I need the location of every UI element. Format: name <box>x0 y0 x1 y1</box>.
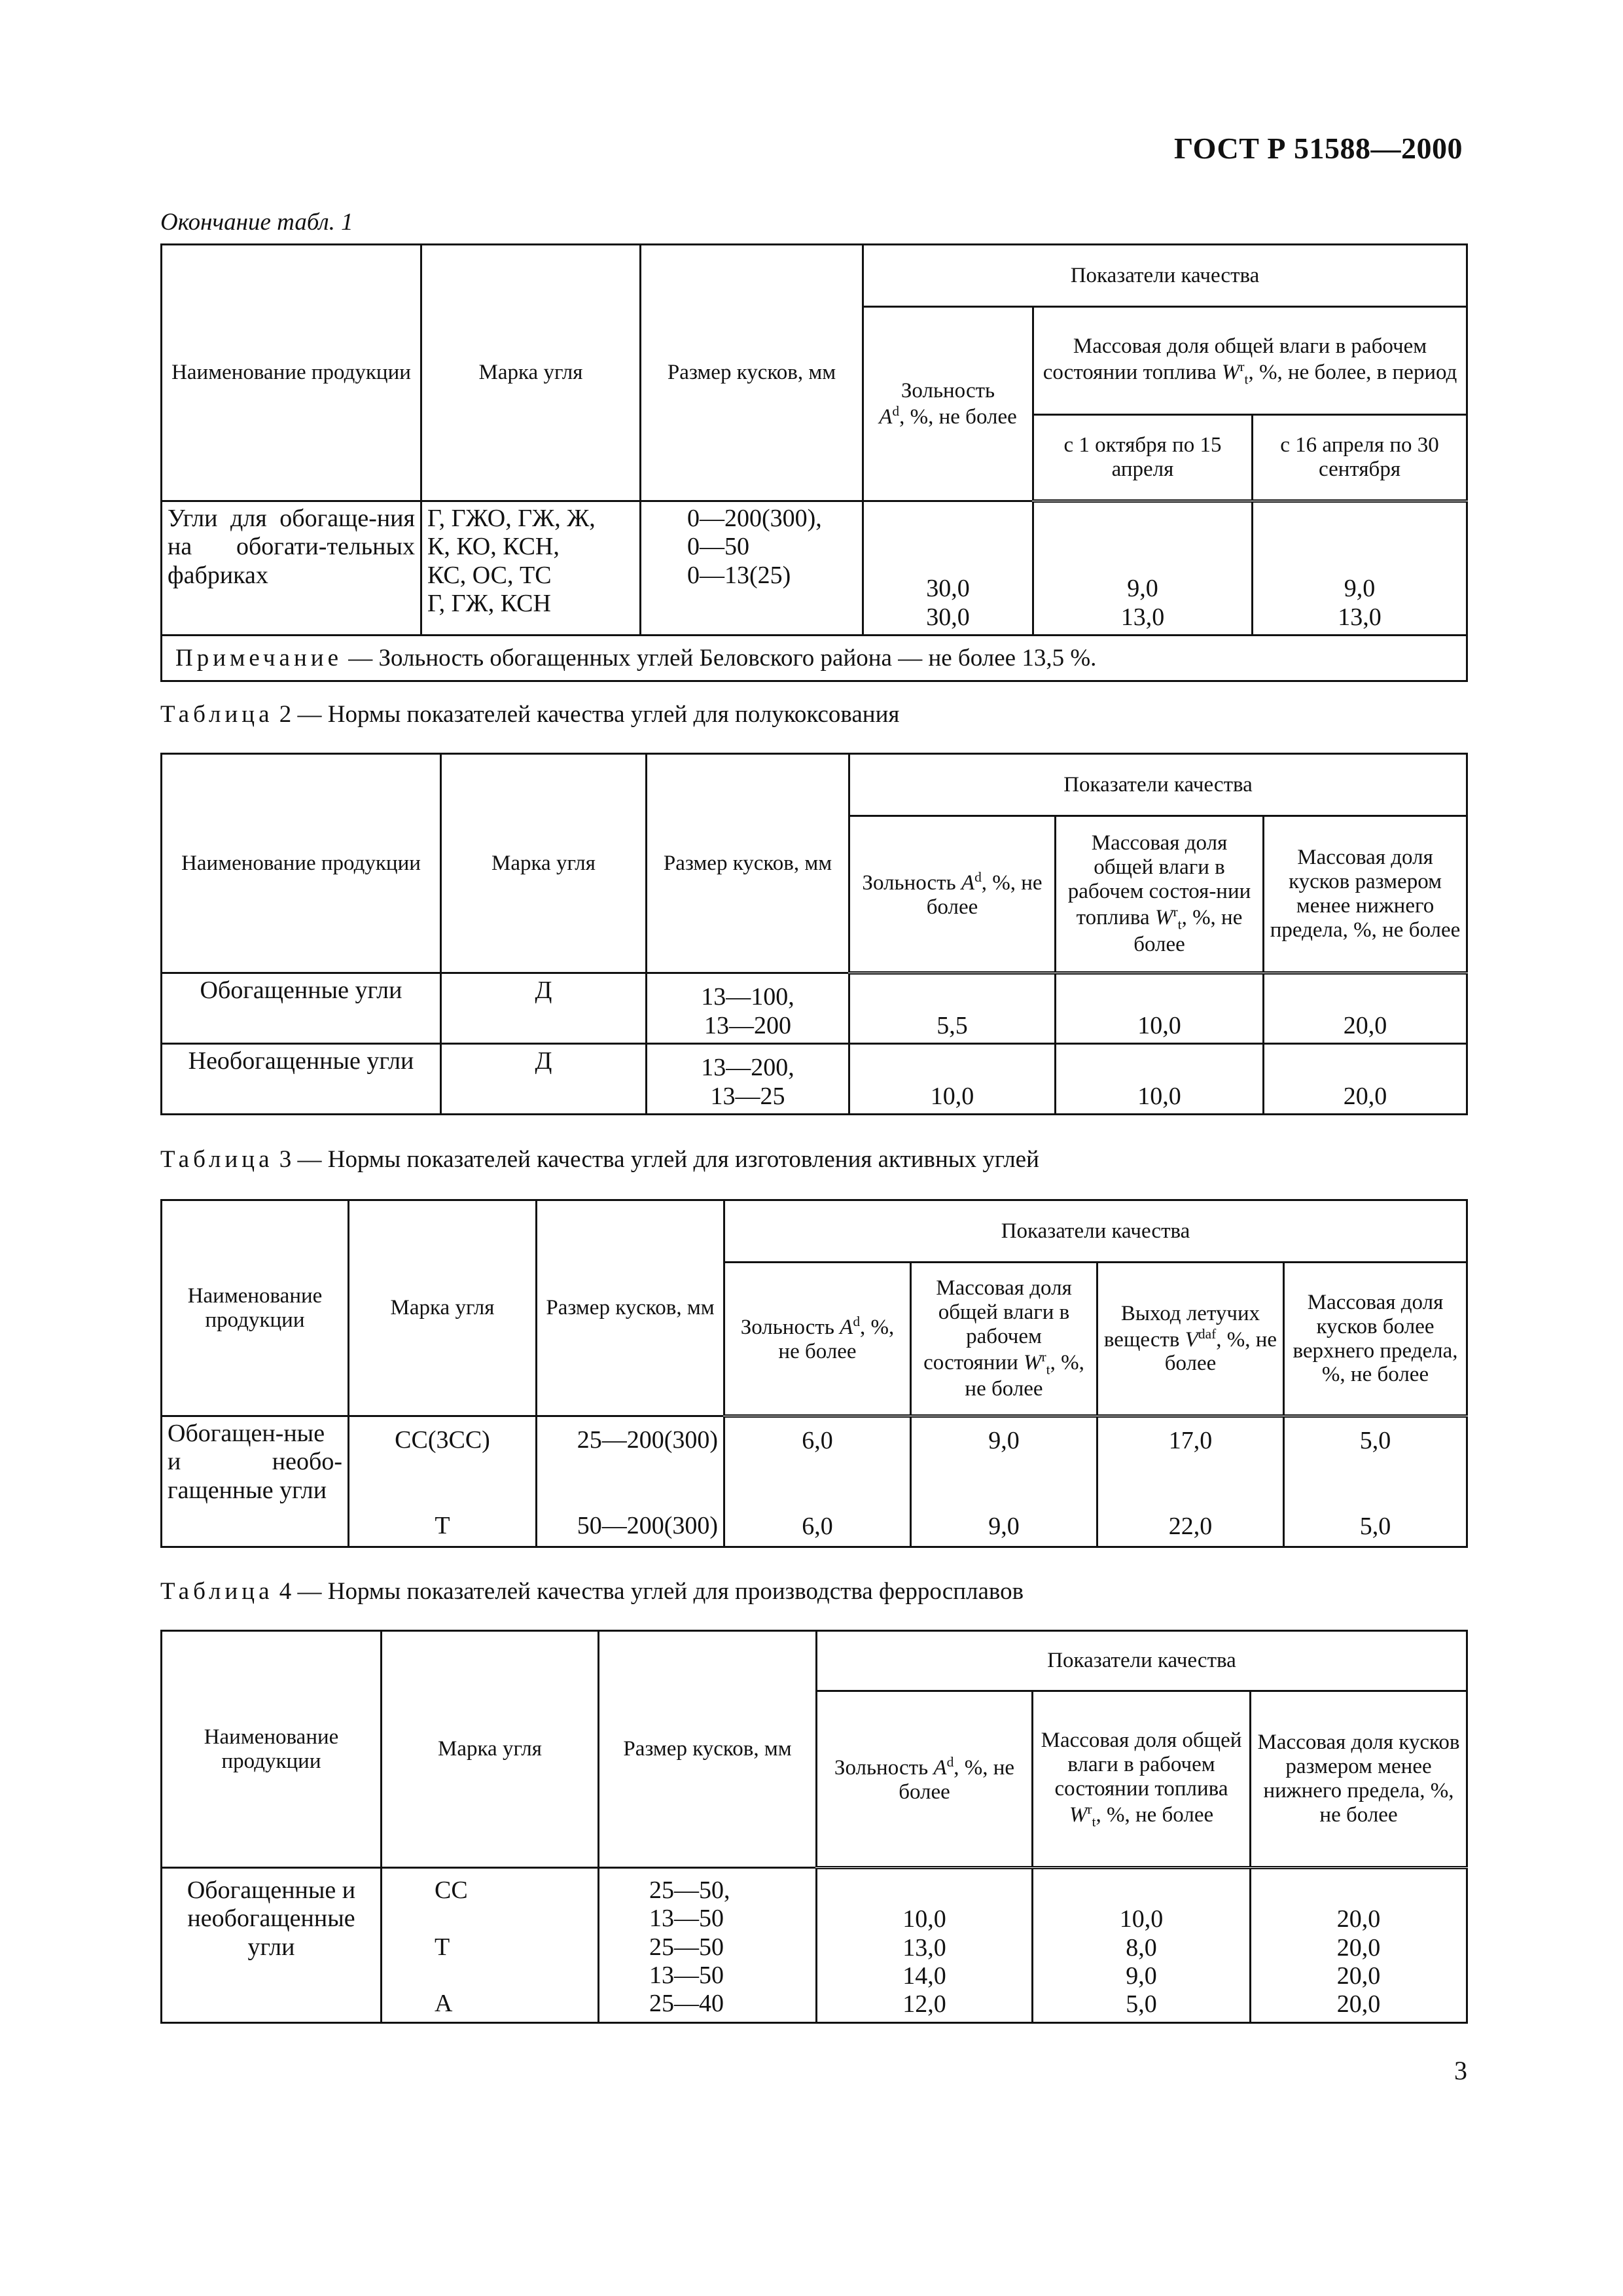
table1-note-text: — Зольность обогащенных углей Беловского района — не более 13,5 %. <box>342 645 1097 672</box>
table2-header-moisture: Массовая доля общей влаги в рабочем состоя-нии топлива $W^r_t$, %, не более <box>1056 816 1264 973</box>
table2-header-grade: Марка угля <box>441 754 647 973</box>
table3-header-size: Размер кусков, мм <box>537 1200 724 1416</box>
table3-volatile: 17,0 22,0 <box>1097 1416 1284 1547</box>
table2-header-fines: Массовая доля кусков размером менее нижнего предела, %, не более <box>1264 816 1467 973</box>
table1-caption: Окончание табл. 1 <box>160 209 353 236</box>
table1-header-quality: Показатели качества <box>863 245 1467 307</box>
table3-header-coarse: Массовая доля кусков более верхнего предела, %, не более <box>1284 1263 1467 1416</box>
table4-caption: Таблица 4 — Нормы показателей качества углей для производства ферросплавов <box>160 1578 1024 1605</box>
table1-row-sizes: 0—200(300), 0—50 0—13(25) <box>641 501 863 636</box>
table1-header-size: Размер кусков, мм <box>641 245 863 501</box>
table2-row1-sizes: 13—100, 13—200 <box>647 973 849 1044</box>
table2-row2-grade: Д <box>441 1044 647 1115</box>
table1-row-ash: 30,0 30,0 <box>863 501 1033 636</box>
table4-row-name: Обогащенные и необогащенные угли <box>162 1868 382 2023</box>
table2-row1-grade: Д <box>441 973 647 1044</box>
table4-grades: СС Т А <box>382 1868 599 2023</box>
table1-row-moist2: 9,0 13,0 <box>1253 501 1467 636</box>
table2-row2-name: Необогащенные угли <box>162 1044 441 1115</box>
table1-note <box>162 636 1467 681</box>
table2-row2-ash: 10,0 <box>849 1044 1056 1115</box>
table2-header-quality: Показатели качества <box>849 754 1467 816</box>
table3-caption: Таблица 3 — Нормы показателей качества углей для изготовления активных углей <box>160 1146 1039 1173</box>
table2-row1-name: Обогащенные угли <box>162 973 441 1044</box>
table1-note-label: Примечание <box>175 645 342 672</box>
table2-row1-fines: 20,0 <box>1264 973 1467 1044</box>
table2 <box>160 753 1468 1115</box>
page-number: 3 <box>1454 2056 1467 2085</box>
table4-header-grade: Марка угля <box>382 1631 599 1868</box>
table4-header-name: Наименование продукции <box>162 1631 382 1868</box>
table4-header-moisture: Массовая доля общей влаги в рабочем состоянии топлива $W^r_t$, %, не более <box>1033 1691 1251 1868</box>
table3-row-name: Обогащен-ные и необо-гащенные угли <box>162 1416 349 1547</box>
table3 <box>160 1199 1468 1548</box>
table1-header-period1: с 1 октября по 15 апреля <box>1033 415 1253 501</box>
table1-header-grade: Марка угля <box>421 245 641 501</box>
table4-header-fines: Массовая доля кусков размером менее нижнего предела, %, не более <box>1251 1691 1467 1868</box>
table1-row-moist1: 9,0 13,0 <box>1033 501 1253 636</box>
table2-row2-fines: 20,0 <box>1264 1044 1467 1115</box>
table3-header-quality: Показатели качества <box>724 1200 1467 1263</box>
table4-ash: 10,0 13,0 14,0 12,0 <box>817 1868 1033 2023</box>
table4-header-size: Размер кусков, мм <box>599 1631 817 1868</box>
table2-header-name: Наименование продукции <box>162 754 441 973</box>
table3-header-volatile: Выход летучих веществ $V^{daf}$, %, не более <box>1097 1263 1284 1416</box>
table3-grades: СС(3СС) Т <box>349 1416 537 1547</box>
table1-header-name: Наименование продукции <box>162 245 421 501</box>
table4-fines: 20,0 20,0 20,0 20,0 <box>1251 1868 1467 2023</box>
table2-row1-moisture: 10,0 <box>1056 973 1264 1044</box>
table3-header-grade: Марка угля <box>349 1200 537 1416</box>
table4-header-ash: Зольность $A^d$, %, не более <box>817 1691 1033 1868</box>
table2-row2-sizes: 13—200, 13—25 <box>647 1044 849 1115</box>
table3-header-ash: Зольность $A^d$, %, не более <box>724 1263 911 1416</box>
table1-row-grades: Г, ГЖО, ГЖ, Ж, К, КО, КСН, КС, ОС, ТС Г, ГЖ, КСН <box>421 501 641 636</box>
table1 <box>160 243 1468 682</box>
table2-row2-moisture: 10,0 <box>1056 1044 1264 1115</box>
table2-header-size: Размер кусков, мм <box>647 754 849 973</box>
table2-header-ash: Зольность $A^d$, %, не более <box>849 816 1056 973</box>
table4-header-quality: Показатели качества <box>817 1631 1467 1691</box>
table1-header-ash: Зольность $A^d$, %, не более <box>863 307 1033 501</box>
table2-row1-ash: 5,5 <box>849 973 1056 1044</box>
table3-ash: 6,0 6,0 <box>724 1416 911 1547</box>
table4-sizes: 25—50, 13—50 25—50 13—50 25—40 <box>599 1868 817 2023</box>
document-standard-header: ГОСТ Р 51588—2000 <box>1174 132 1463 165</box>
table1-header-period2: с 16 апреля по 30 сентября <box>1253 415 1467 501</box>
table2-caption: Таблица 2 — Нормы показателей качества углей для полукоксования <box>160 701 900 728</box>
table3-moisture: 9,0 9,0 <box>911 1416 1097 1547</box>
table3-coarse: 5,0 5,0 <box>1284 1416 1467 1547</box>
table4-moisture: 10,0 8,0 9,0 5,0 <box>1033 1868 1251 2023</box>
table1-row-name: Угли для обогаще-ния на обогати-тельных фабриках <box>162 501 421 636</box>
table4 <box>160 1630 1468 2024</box>
table3-sizes: 25—200(300) 50—200(300) <box>537 1416 724 1547</box>
table3-header-moisture: Массовая доля общей влаги в рабочем состоянии $W^r_t$, %, не более <box>911 1263 1097 1416</box>
table1-header-moisture: Массовая доля общей влаги в рабочем состоянии топлива $W^r_t$, %, не более, в период <box>1033 307 1467 415</box>
table3-header-name: Наименование продукции <box>162 1200 349 1416</box>
